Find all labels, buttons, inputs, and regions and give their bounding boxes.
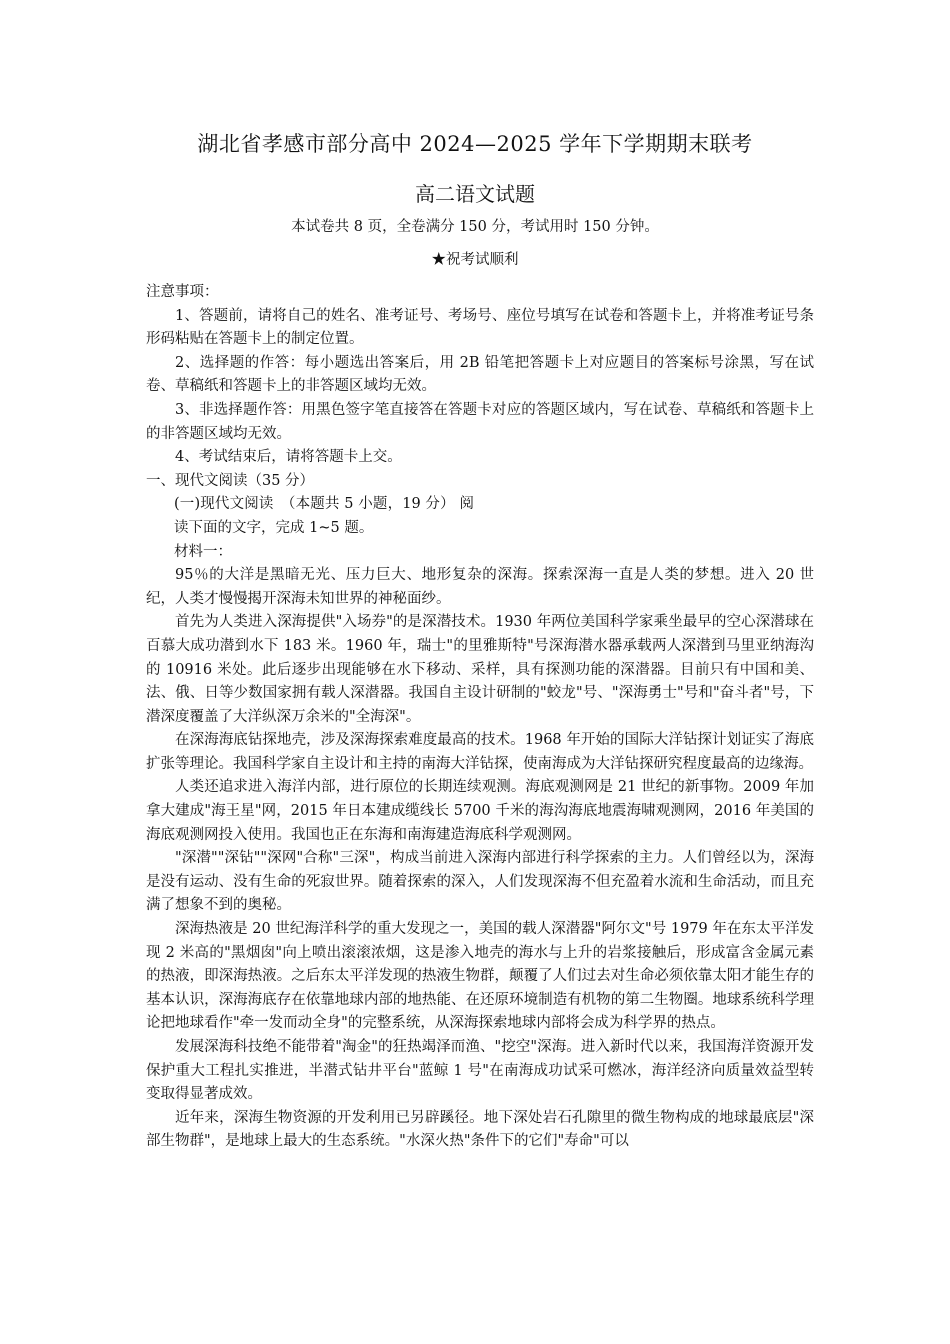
exam-body: [146, 281, 814, 1154]
note-item-1: 1、答题前，请将自己的姓名、准考证号、考场号、座位号填写在试卷和答题卡上，并将准考证号条形码粘贴在答题卡上的制定位置。: [146, 307, 814, 348]
section-heading: 一、现代文阅读（35 分）: [146, 472, 315, 489]
paragraph-8: 近年来，深海生物资源的开发利用已另辟蹊径。地下深处岩石孔隙里的微生物构成的地球最底层"深部生物群"，是地球上最大的生态系统。"水深火热"条件下的它们"寿命"可以: [146, 1109, 814, 1150]
paragraph-4: 人类还追求进入海洋内部，进行原位的长期连续观测。海底观测网是 21 世纪的新事物。2009 年加拿大建成"海王星"网，2015 年日本建成缆线长 5700 千米的海沟海底地震海啸观测网，2016 年美国的海底观测网投入使用。我国也正在东海和南海建造海底科学观测网。: [146, 779, 814, 843]
exam-subtitle: 高二语文试题: [415, 182, 535, 206]
note-item-4: 4、考试结束后，请将答题卡上交。: [175, 449, 402, 466]
note-item-3: 3、非选择题作答：用黑色签字笔直接答在答题卡对应的答题区域内，写在试卷、草稿纸和答题卡上的非答题区域均无效。: [146, 401, 814, 442]
exam-wish: ★祝考试顺利: [431, 252, 519, 268]
paragraph-2: 首先为人类进入深海提供"入场券"的是深潜技术。1930 年两位美国科学家乘坐最早的空心深潜球在百慕大成功潜到水下 183 米。1960 年，瑞士"的里雅斯特"号深海潜水器承载两人深潜到马里亚纳海沟的 10916 米处。此后逐步出现能够在水下移动、采样，具有探测功能的深潜器。目前只有中国和美、法、俄、日等少数国家拥有载人深潜器。我国自主设计研制的"蛟龙"号、"深海勇士"号和"奋斗者"号，下潜深度覆盖了大洋纵深万余米的"全海深"。: [146, 614, 814, 725]
paragraph-7: 发展深海科技绝不能带着"淘金"的狂热竭泽而渔、"挖空"深海。进入新时代以来，我国海洋资源开发保护重大工程扎实推进，半潜式钻井平台"蓝鲸 1 号"在南海成功试采可燃冰，海洋经济向质量效益型转变取得显著成效。: [146, 1039, 814, 1103]
material-label: 材料一：: [174, 543, 232, 560]
paragraph-1: 95％的大洋是黑暗无光、压力巨大、地形复杂的深海。探索深海一直是人类的梦想。进入 20 世纪，人类才慢慢揭开深海未知世界的神秘面纱。: [146, 567, 814, 607]
paragraph-3: 在深海海底钻探地壳，涉及深海探索难度最高的技术。1968 年开始的国际大洋钻探计划证实了海底扩张等理论。我国科学家自主设计和主持的南海大洋钻探，使南海成为大洋钻探研究程度最高的边缘海。: [146, 732, 814, 772]
paragraph-6: 深海热液是 20 世纪海洋科学的重大发现之一，美国的载人深潜器"阿尔文"号 1979 年在东太平洋发现 2 米高的"黑烟囱"向上喷出滚滚浓烟，这是渗入地壳的海水与上升的岩浆接触后，形成富含金属元素的热液，即深海热液。之后东太平洋发现的热液生物群，颠覆了人们过去对生命必须依靠太阳才能生存的基本认识，深海海底存在依靠地球内部的地热能、在还原环境制造有机物的第二生物圈。地球系统科学理论把地球看作"牵一发而动全身"的完整系统，从深海探索地球内部将会成为科学界的热点。: [146, 921, 814, 1032]
notes-heading: 注意事项：: [146, 284, 219, 300]
paragraph-5: "深潜""深钻""深网"合称"三深"，构成当前进入深海内部进行科学探索的主力。人们曾经以为，深海是没有运动、没有生命的死寂世界。随着探索的深入，人们发现深海不但充盈着水流和生命活动，而且充满了想象不到的奥秘。: [146, 850, 814, 914]
exam-title: 湖北省孝感市部分高中 2024—2025 学年下学期期末联考: [197, 132, 753, 156]
sub-section-heading: (一)现代文阅读 （本题共 5 小题，19 分） 阅读下面的文字，完成 1~5 题。: [174, 496, 474, 536]
note-item-2: 2、选择题的作答：每小题选出答案后，用 2B 铅笔把答题卡上对应题目的答案标号涂黑，写在试卷、草稿纸和答题卡上的非答题区域均无效。: [146, 354, 814, 395]
exam-info: 本试卷共 8 页，全卷满分 150 分，考试用时 150 分钟。: [291, 219, 659, 235]
